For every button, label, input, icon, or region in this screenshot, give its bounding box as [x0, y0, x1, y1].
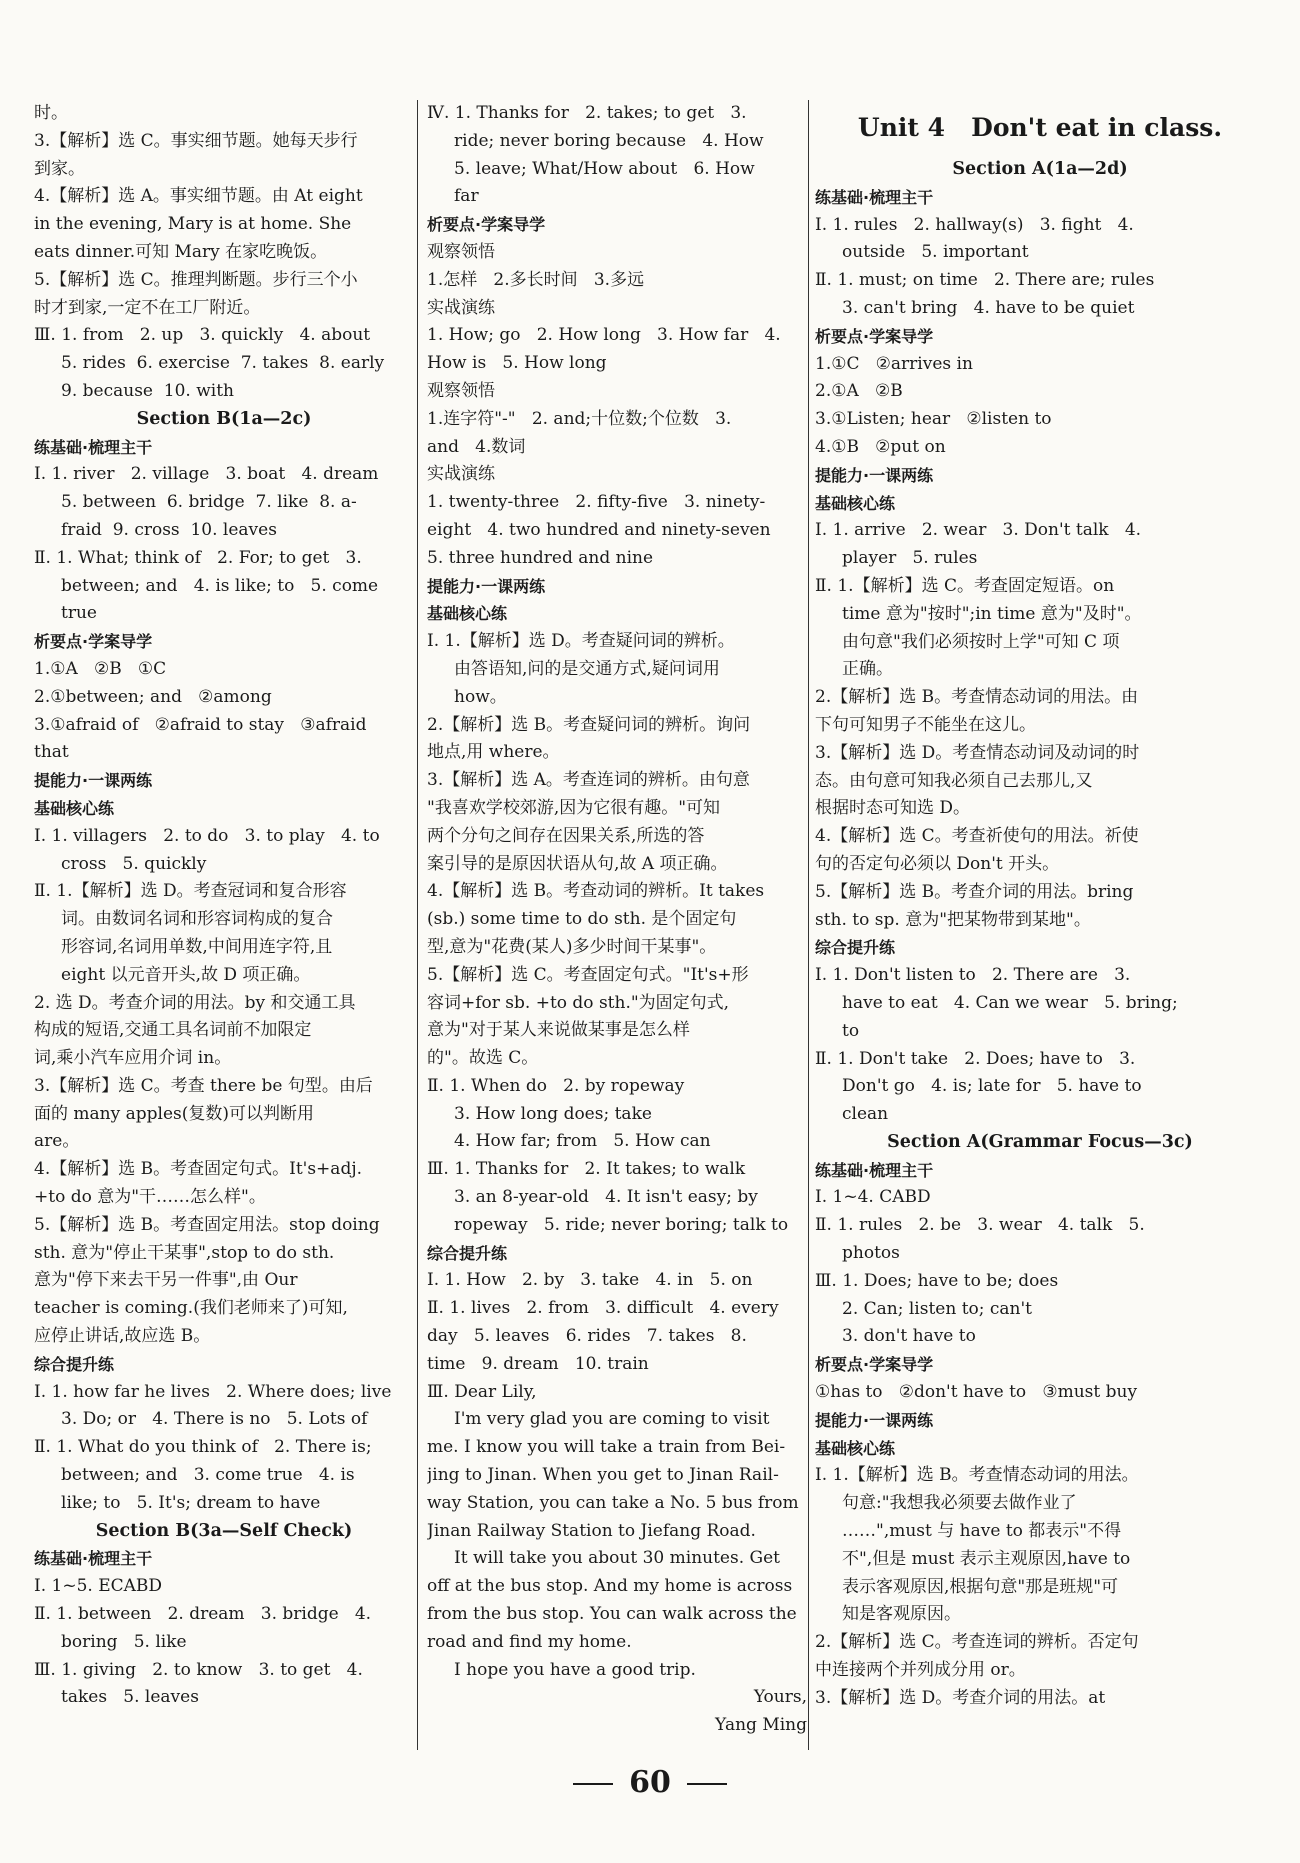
text-line: 3.【解析】选 A。考查连词的辨析。由句意 — [427, 770, 750, 791]
section-heading: 综合提升练 — [34, 1354, 115, 1374]
text-line: eight 4. two hundred and ninety-seven — [427, 519, 771, 540]
text-line: cross 5. quickly — [34, 853, 207, 874]
text-line: 3. an 8-year-old 4. It isn't easy; by — [427, 1187, 758, 1208]
text-line: 5. rides 6. exercise 7. takes 8. early — [34, 353, 385, 374]
text-line: far — [427, 186, 479, 207]
text-line: 容词+for sb. +to do sth."为固定句式, — [427, 992, 730, 1013]
text-line: 1.①A ②B ①C — [34, 658, 167, 679]
text-line: 4.①B ②put on — [815, 436, 946, 457]
text-line: Ⅲ. 1. from 2. up 3. quickly 4. about — [34, 325, 371, 346]
page-number — [0, 1765, 1300, 1800]
text-line: 形容词,名词用单数,中间用连字符,且 — [34, 936, 333, 957]
section-heading: 基础核心练 — [815, 1438, 896, 1458]
text-line: Ⅲ. 1. giving 2. to know 3. to get 4. — [34, 1659, 363, 1680]
section-title: Section A(1a—2d) — [952, 159, 1128, 179]
signature-line: Yang Ming — [715, 1715, 807, 1736]
text-line: Jinan Railway Station to Jiefang Road. — [427, 1520, 756, 1541]
text-line: 4.【解析】选 A。事实细节题。由 At eight — [34, 186, 363, 207]
text-line: Ⅰ. 1.【解析】选 D。考查疑问词的辨析。 — [427, 631, 735, 652]
section-heading: 提能力·一课两练 — [427, 576, 546, 596]
text-line: 观察领悟 — [427, 380, 495, 401]
text-line: player 5. rules — [815, 548, 978, 569]
text-line: 知是客观原因。 — [815, 1604, 962, 1625]
text-line: 时。 — [34, 103, 68, 123]
text-line: to — [815, 1020, 860, 1041]
text-line: 3.【解析】选 C。事实细节题。她每天步行 — [34, 130, 358, 151]
text-line: 5. leave; What/How about 6. How — [427, 158, 755, 179]
text-line: photos — [815, 1243, 900, 1264]
text-line: Ⅰ. 1.【解析】选 B。考查情态动词的用法。 — [815, 1465, 1139, 1486]
text-line: 的"。故选 C。 — [427, 1048, 539, 1069]
text-line: ①has to ②don't have to ③must buy — [815, 1382, 1138, 1403]
text-line: 1.①C ②arrives in — [815, 353, 973, 374]
text-line: 态。由句意可知我必须自己去那儿,又 — [815, 770, 1093, 791]
text-line: teacher is coming.(我们老师来了)可知, — [34, 1298, 348, 1319]
answer-column-right — [815, 100, 1265, 1713]
text-line: Ⅱ. 1. What; think of 2. For; to get 3. — [34, 547, 362, 568]
text-line: 到家。 — [34, 158, 85, 179]
text-line: eight 以元音开头,故 D 项正确。 — [34, 964, 311, 985]
text-line: jing to Jinan. When you get to Jinan Rail- — [427, 1465, 779, 1486]
text-line: 5.【解析】选 C。推理判断题。步行三个小 — [34, 269, 358, 290]
text-line: 由答语知,问的是交通方式,疑问词用 — [427, 658, 720, 679]
text-line: 句的否定句必须以 Don't 开头。 — [815, 853, 1060, 874]
text-line: 不",但是 must 表示主观原因,have to — [815, 1548, 1131, 1569]
section-heading: 基础核心练 — [34, 798, 115, 818]
text-line: 词,乘小汽车应用介词 in。 — [34, 1048, 232, 1069]
text-line: 9. because 10. with — [34, 380, 234, 401]
text-line: 面的 many apples(复数)可以判断用 — [34, 1103, 315, 1124]
text-line: sth. 意为"停止干某事",stop to do sth. — [34, 1242, 335, 1263]
text-line: 5.【解析】选 C。考查固定句式。"It's+形 — [427, 964, 749, 985]
signature-line: Yours, — [753, 1687, 807, 1708]
text-line: time 意为"按时";in time 意为"及时"。 — [815, 603, 1142, 624]
text-line: 时才到家,一定不在工厂附近。 — [34, 297, 261, 318]
text-line: ride; never boring because 4. How — [427, 130, 764, 151]
text-line: 实战演练 — [427, 464, 495, 485]
text-line: 4.【解析】选 B。考查固定句式。It's+adj. — [34, 1159, 362, 1180]
text-line: 2.【解析】选 B。考查疑问词的辨析。询问 — [427, 714, 751, 735]
text-line: road and find my home. — [427, 1631, 632, 1652]
section-heading: 析要点·学案导学 — [427, 215, 546, 235]
text-line: 两个分句之间存在因果关系,所选的答 — [427, 825, 705, 846]
text-line: 5.【解析】选 B。考查固定用法。stop doing — [34, 1214, 380, 1235]
text-line: Ⅱ. 1. must; on time 2. There are; rules — [815, 270, 1155, 291]
text-line: 1.连字符"-" 2. and;十位数;个位数 3. — [427, 408, 732, 429]
section-title: Section B(3a—Self Check) — [95, 1520, 353, 1541]
page-number-text: 60 — [629, 1765, 671, 1800]
text-line: true — [34, 603, 97, 624]
text-line: outside 5. important — [815, 242, 1029, 263]
text-line: 意为"停下来去干另一件事",由 Our — [34, 1270, 298, 1291]
text-line: clean — [815, 1104, 889, 1125]
text-line: boring 5. like — [34, 1631, 187, 1652]
section-title: Section B(1a—2c) — [136, 408, 312, 429]
text-line: me. I know you will take a train from Bei- — [427, 1437, 786, 1458]
text-line: 3.①Listen; hear ②listen to — [815, 409, 1052, 430]
text-line: Ⅲ. 1. Does; have to be; does — [815, 1270, 1059, 1291]
text-line: 2.①between; and ②among — [34, 686, 272, 707]
section-heading: 练基础·梳理主干 — [815, 187, 934, 207]
text-line: 地点,用 where。 — [427, 742, 560, 763]
text-line: Ⅰ. 1~4. CABD — [815, 1187, 931, 1208]
text-line: Ⅱ. 1. Don't take 2. Does; have to 3. — [815, 1048, 1136, 1069]
text-line: fraid 9. cross 10. leaves — [34, 519, 277, 540]
section-heading: 基础核心练 — [427, 604, 508, 624]
text-line: sth. to sp. 意为"把某物带到某地"。 — [815, 909, 1091, 930]
text-line: 1.怎样 2.多长时间 3.多远 — [427, 269, 645, 290]
text-line: I'm very glad you are coming to visit — [427, 1409, 770, 1430]
section-heading: 综合提升练 — [427, 1243, 508, 1263]
dash-right — [687, 1783, 727, 1785]
text-line: 3. don't have to — [815, 1326, 976, 1347]
text-line: 4.【解析】选 C。考查祈使句的用法。祈使 — [815, 826, 1139, 847]
text-line: how。 — [427, 686, 507, 707]
text-line: that — [34, 742, 69, 763]
text-line: 2.【解析】选 B。考查情态动词的用法。由 — [815, 687, 1139, 708]
section-title: Section A(Grammar Focus—3c) — [887, 1131, 1193, 1152]
text-line: 3.【解析】选 D。考查介词的用法。at — [815, 1687, 1106, 1708]
text-line: and 4.数词 — [427, 436, 526, 457]
text-line: Ⅰ. 1. Don't listen to 2. There are 3. — [815, 965, 1131, 986]
section-heading: 提能力·一课两练 — [34, 771, 153, 791]
text-line: Ⅱ. 1.【解析】选 D。考查冠词和复合形容 — [34, 881, 347, 902]
text-line: 3.①afraid of ②afraid to stay ③afraid — [34, 714, 367, 735]
text-line: I hope you have a good trip. — [427, 1659, 696, 1680]
section-heading: 练基础·梳理主干 — [34, 1549, 153, 1569]
text-line: like; to 5. It's; dream to have — [34, 1492, 321, 1513]
text-line: between; and 3. come true 4. is — [34, 1465, 355, 1486]
text-line: 表示客观原因,根据句意"那是班规"可 — [815, 1576, 1119, 1597]
text-line: are。 — [34, 1131, 80, 1152]
text-line: off at the bus stop. And my home is across — [427, 1576, 793, 1597]
column-divider — [808, 100, 809, 1750]
text-line: Ⅲ. 1. Thanks for 2. It takes; to walk — [427, 1159, 746, 1180]
text-line: day 5. leaves 6. rides 7. takes 8. — [427, 1326, 747, 1347]
text-line: 3. Do; or 4. There is no 5. Lots of — [34, 1409, 368, 1430]
unit-title: Unit 4 Don't eat in class. — [857, 113, 1223, 142]
text-line: 型,意为"花费(某人)多少时间干某事"。 — [427, 936, 717, 957]
text-line: 中连接两个并列成分用 or。 — [815, 1660, 1026, 1681]
column-divider — [417, 100, 418, 1750]
text-line: 根据时态可知选 D。 — [815, 798, 971, 819]
text-line: Ⅱ. 1. lives 2. from 3. difficult 4. every — [427, 1298, 779, 1319]
text-line: 4. How far; from 5. How can — [427, 1131, 711, 1152]
text-line: 词。由数词名词和形容词构成的复合 — [34, 909, 334, 930]
section-heading: 析要点·学案导学 — [815, 1355, 934, 1375]
answer-column-left — [34, 100, 414, 1712]
text-line: "我喜欢学校郊游,因为它很有趣。"可知 — [427, 797, 721, 818]
text-line: way Station, you can take a No. 5 bus from — [427, 1492, 799, 1513]
text-line: between; and 4. is like; to 5. come — [34, 575, 379, 596]
text-line: 3.【解析】选 C。考查 there be 句型。由后 — [34, 1075, 373, 1096]
text-line: Ⅰ. 1~5. ECABD — [34, 1576, 163, 1597]
text-line: 1. twenty-three 2. fifty-five 3. ninety- — [427, 492, 766, 513]
text-line: 2. Can; listen to; can't — [815, 1298, 1033, 1319]
text-line: 意为"对于某人来说做某事是怎么样 — [427, 1020, 690, 1041]
text-line: time 9. dream 10. train — [427, 1353, 649, 1374]
text-line: 2.①A ②B — [815, 381, 903, 402]
text-line: Don't go 4. is; late for 5. have to — [815, 1076, 1142, 1097]
text-line: Ⅱ. 1. rules 2. be 3. wear 4. talk 5. — [815, 1215, 1145, 1236]
section-heading: 综合提升练 — [815, 938, 896, 958]
text-line: 实战演练 — [427, 297, 495, 318]
section-heading: 析要点·学案导学 — [34, 632, 153, 652]
text-line: Ⅰ. 1. How 2. by 3. take 4. in 5. on — [427, 1270, 753, 1291]
text-line: 3.【解析】选 D。考查情态动词及动词的时 — [815, 742, 1140, 763]
text-line: in the evening, Mary is at home. She — [34, 214, 352, 235]
text-line: Ⅰ. 1. rules 2. hallway(s) 3. fight 4. — [815, 214, 1134, 235]
text-line: 5. between 6. bridge 7. like 8. a- — [34, 492, 357, 513]
section-heading: 提能力·一课两练 — [815, 465, 934, 485]
text-line: 构成的短语,交通工具名词前不加限定 — [34, 1020, 312, 1041]
text-line: Ⅳ. 1. Thanks for 2. takes; to get 3. — [427, 103, 747, 123]
text-line: 应停止讲话,故应选 B。 — [34, 1326, 211, 1347]
text-line: 2.【解析】选 C。考查连词的辨析。否定句 — [815, 1632, 1139, 1653]
text-line: 2. 选 D。考查介词的用法。by 和交通工具 — [34, 992, 356, 1013]
text-line: 4.【解析】选 B。考查动词的辨析。It takes — [427, 881, 765, 902]
text-line: Ⅰ. 1. villagers 2. to do 3. to play 4. to — [34, 825, 380, 846]
text-line: eats dinner.可知 Mary 在家吃晚饭。 — [34, 241, 328, 262]
text-line: takes 5. leaves — [34, 1687, 199, 1708]
text-line: 1. How; go 2. How long 3. How far 4. — [427, 325, 781, 346]
text-line: from the bus stop. You can walk across the — [427, 1604, 797, 1625]
section-heading: 练基础·梳理主干 — [34, 437, 153, 457]
dash-left — [573, 1783, 613, 1785]
text-line: Ⅱ. 1.【解析】选 C。考查固定短语。on — [815, 575, 1115, 596]
section-heading: 析要点·学案导学 — [815, 326, 934, 346]
text-line: 3. can't bring 4. have to be quiet — [815, 297, 1135, 318]
text-line: How is 5. How long — [427, 353, 607, 374]
text-line: 观察领悟 — [427, 241, 495, 262]
text-line: ……",must 与 have to 都表示"不得 — [815, 1521, 1122, 1542]
text-line: 案引导的是原因状语从句,故 A 项正确。 — [427, 853, 728, 874]
text-line: Ⅰ. 1. how far he lives 2. Where does; live — [34, 1381, 392, 1402]
text-line: Ⅱ. 1. What do you think of 2. There is; — [34, 1437, 372, 1458]
section-heading: 提能力·一课两练 — [815, 1410, 934, 1430]
text-line: Ⅱ. 1. between 2. dream 3. bridge 4. — [34, 1604, 372, 1625]
text-line: Ⅰ. 1. arrive 2. wear 3. Don't talk 4. — [815, 520, 1142, 541]
text-line: 3. How long does; take — [427, 1103, 652, 1124]
text-line: 下句可知男子不能坐在这儿。 — [815, 714, 1036, 735]
text-line: 句意:"我想我必须要去做作业了 — [815, 1493, 1077, 1514]
text-line: 正确。 — [815, 659, 894, 680]
text-line: 由句意"我们必须按时上学"可知 C 项 — [815, 631, 1120, 652]
text-line: Ⅰ. 1. river 2. village 3. boat 4. dream — [34, 464, 379, 485]
text-line: +to do 意为"干……怎么样"。 — [34, 1187, 266, 1208]
text-line: have to eat 4. Can we wear 5. bring; — [815, 992, 1178, 1013]
text-line: 5.【解析】选 B。考查介词的用法。bring — [815, 881, 1134, 902]
text-line: 5. three hundred and nine — [427, 547, 654, 568]
answer-column-middle — [427, 100, 807, 1740]
text-line: It will take you about 30 minutes. Get — [427, 1548, 780, 1569]
section-heading: 基础核心练 — [815, 493, 896, 513]
text-line: (sb.) some time to do sth. 是个固定句 — [427, 909, 737, 930]
text-line: Ⅱ. 1. When do 2. by ropeway — [427, 1075, 685, 1096]
text-line: Ⅲ. Dear Lily, — [427, 1381, 537, 1402]
section-heading: 练基础·梳理主干 — [815, 1160, 934, 1180]
text-line: ropeway 5. ride; never boring; talk to — [427, 1214, 789, 1235]
